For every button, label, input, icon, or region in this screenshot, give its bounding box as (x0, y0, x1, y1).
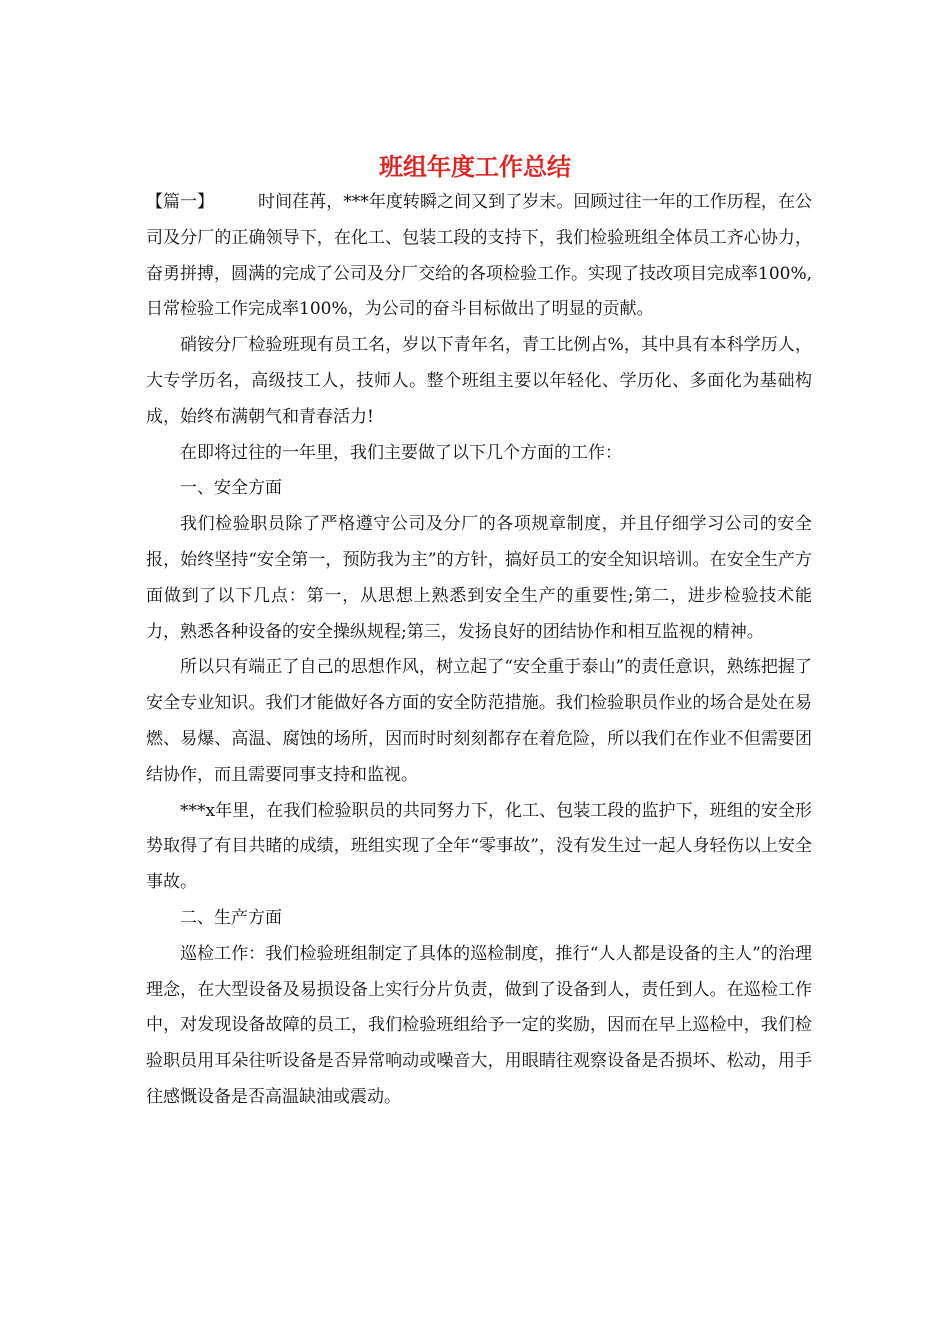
paragraph-7: 巡检工作：我们检验班组制定了具体的巡检制度，推行“人人都是设备的主人”的治理理念，在大型设备及易损设备上实行分片负责，做到了设备到人，责任到人。在巡检工作中，对发现设备故障的员工，我们检验班组给予一定的奖励，因而在早上巡检中，我们检验职员用耳朵往听设备是否异常响动或噪音大，用眼睛往观察设备是否损坏、松动，用手往感慨设备是否高温缺油或震动。 (146, 943, 812, 1107)
document-body (146, 185, 812, 1116)
paragraph-2: 硝铵分厂检验班现有员工名，岁以下青年名，青工比例占%，其中具有本科学历人，大专学历名，高级技工人，技师人。整个班组主要以年轻化、学历化、多面化为基础构成，始终布满朝气和青春活力! (146, 335, 812, 427)
section-heading-safety: 一、安全方面 (180, 478, 282, 499)
paragraph-3: 在即将过往的一年里，我们主要做了以下几个方面的工作： (180, 442, 622, 463)
paragraph-1 (146, 185, 812, 328)
paragraph-5: 所以只有端正了自己的思想作风，树立起了“安全重于泰山”的责任意识，熟练把握了安全专业知识。我们才能做好各方面的安全防范措施。我们检验职员作业的场合是处在易燃、易爆、高温、腐蚀的场所，因而时时刻刻都存在着危险，所以我们在作业不但需要团结协作，而且需要同事支持和监视。 (146, 657, 812, 785)
paragraph-4: 我们检验职员除了严格遵守公司及分厂的各项规章制度，并且仔细学习公司的安全报，始终坚持“安全第一，预防我为主”的方针，搞好员工的安全知识培训。在安全生产方面做到了以下几点：第一，从思想上熟悉到安全生产的重要性;第二，进步检验技术能力，熟悉各种设备的安全操纵规程;第三，发扬良好的团结协作和相互监视的精神。 (146, 514, 812, 642)
section-heading-production: 二、生产方面 (180, 907, 282, 928)
section-tag: 【篇一】 (146, 192, 214, 212)
paragraph-1-text: 时间荏苒，***年度转瞬之间又到了岁末。回顾过往一年的工作历程，在公司及分厂的正确领导下，在化工、包装工段的支持下，我们检验班组全体员工齐心协力，奋勇拼搏，圆满的完成了公司及分厂交给的各项检验工作。实现了技改项目完成率100%,日常检验工作完成率100%，为公司的奋斗目标做出了明显的贡献。 (146, 192, 813, 320)
document-title: 班组年度工作总结 (379, 152, 571, 181)
paragraph-6: ***x年里，在我们检验职员的共同努力下，化工、包装工段的监护下，班组的安全形势取得了有目共睹的成绩，班组实现了全年“零事故”，没有发生过一起人身轻伤以上安全事故。 (146, 800, 812, 893)
